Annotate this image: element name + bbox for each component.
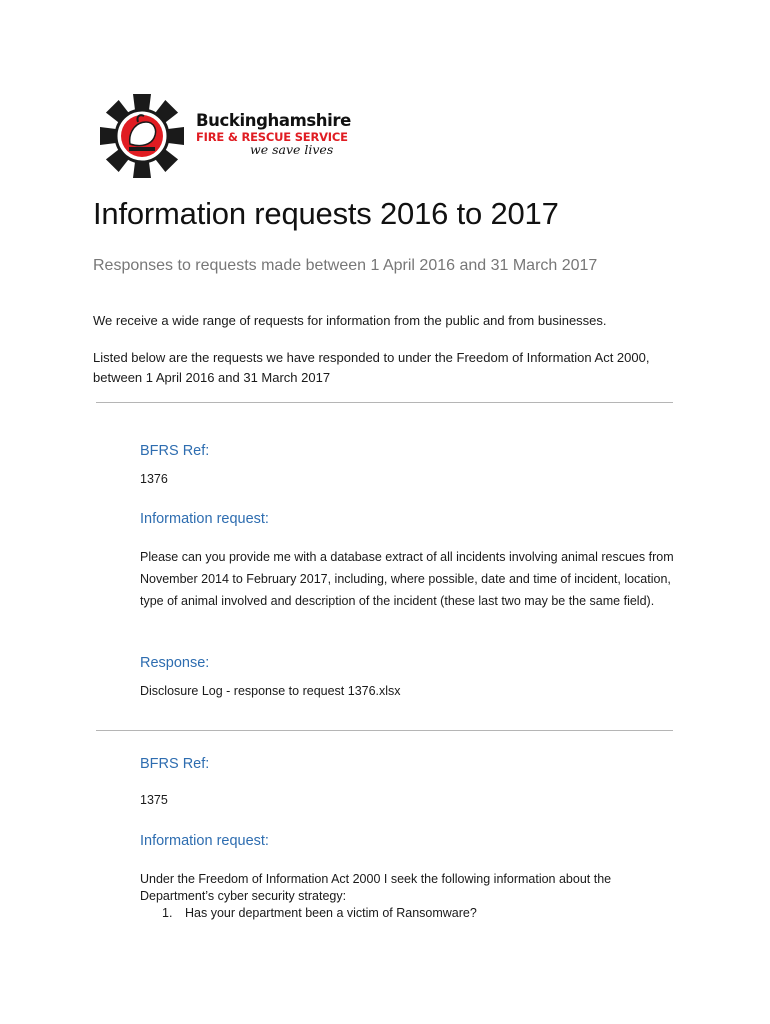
brand-tagline: we save lives <box>250 142 334 157</box>
logo-text <box>196 112 351 144</box>
list-number: 1. <box>162 906 173 920</box>
ref-number: 1376 <box>140 472 168 486</box>
ref-label: BFRS Ref: <box>140 756 210 772</box>
request-label: Information request: <box>140 833 269 849</box>
request-label: Information request: <box>140 511 269 527</box>
list-item <box>162 906 477 920</box>
request-text: Please can you provide me with a database extract of all incidents involving animal rescues from November 2014 to February 2017, including, where possible, date and time of incident, location, type of animal involved and description of the incident (these last two may be the same field). <box>140 550 674 608</box>
response-link[interactable]: Disclosure Log - response to request 1376.xlsx <box>140 684 401 698</box>
intro-paragraph-2: Listed below are the requests we have responded to under the Freedom of Information Act 2000, between 1 April 2016 and 31 March 2017 <box>93 350 650 385</box>
request-text: Under the Freedom of Information Act 2000 I seek the following information about the Department’s cyber security strategy: <box>140 872 612 903</box>
ref-label: BFRS Ref: <box>140 443 210 459</box>
fire-service-badge-icon <box>98 92 186 180</box>
brand-subtitle: FIRE & RESCUE SERVICE <box>196 130 348 144</box>
page-title: Information requests 2016 to 2017 <box>93 196 559 231</box>
brand-name: Buckinghamshire <box>196 111 351 130</box>
logo <box>98 92 351 180</box>
divider <box>96 730 673 731</box>
page-subtitle: Responses to requests made between 1 April 2016 and 31 March 2017 <box>93 257 598 274</box>
response-label: Response: <box>140 655 210 671</box>
ref-number: 1375 <box>140 793 168 807</box>
list-text: Has your department been a victim of Ransomware? <box>185 906 477 920</box>
divider <box>96 402 673 403</box>
intro-paragraph-1: We receive a wide range of requests for information from the public and from businesses. <box>93 313 607 328</box>
